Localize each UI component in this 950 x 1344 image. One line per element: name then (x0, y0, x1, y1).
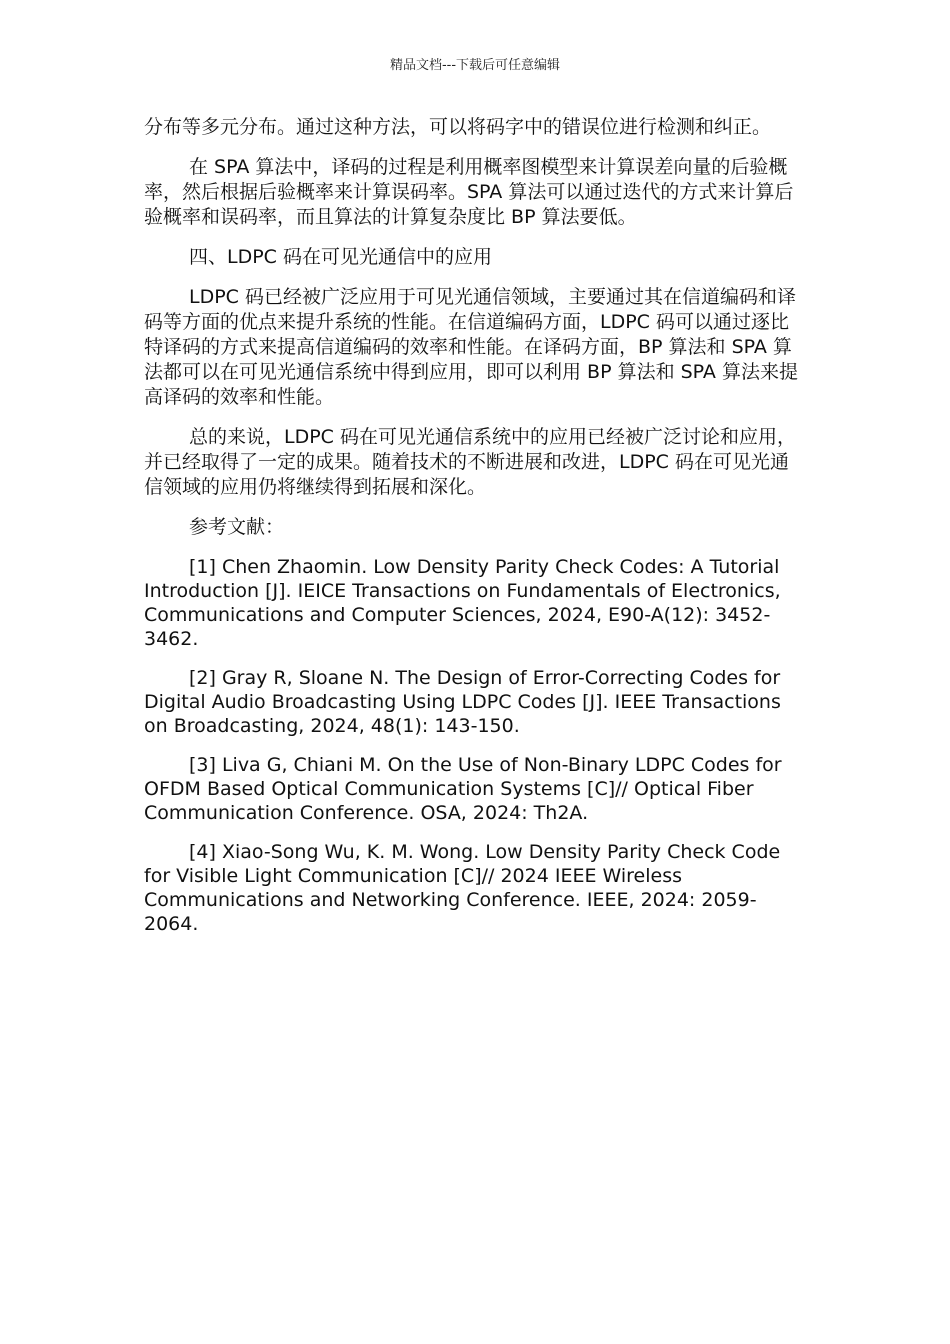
references-heading: 参考文献： (189, 516, 285, 538)
paragraph-ldpc-application: LDPC 码已经被广泛应用于可见光通信领域，主要通过其在信道编码和译码等方面的优点来提升系统的性能。在信道编码方面，LDPC 码可以通过逐比特译码的方式来提高信道编码的效率和性能。在译码方面，BP 算法和 SPA 算法都可以在可见光通信系统中得到应用，即可以利用 BP 算法和 SPA 算法来提高译码的效率和性能。 (144, 286, 798, 408)
paragraph-summary: 总的来说，LDPC 码在可见光通信系统中的应用已经被广泛讨论和应用，并已经取得了一定的成果。随着技术的不断进展和改进，LDPC 码在可见光通信领域的应用仍将继续得到拓展和深化。 (144, 426, 796, 498)
page-header: 精品文档---下载后可任意编辑 (389, 58, 561, 73)
reference-item: [2] Gray R, Sloane N. The Design of Error-Correcting Codes for Digital Audio Broadcasting Using LDPC Codes [J]. IEEE Transactions on Broadcasting, 2024, 48(1): 143-150. (144, 667, 781, 737)
reference-item: [4] Xiao-Song Wu, K. M. Wong. Low Density Parity Check Code for Visible Light Communication [C]// 2024 IEEE Wireless Communications and Networking Conference. IEEE, 2024: 2059-2064. (144, 841, 781, 935)
reference-item: [1] Chen Zhaomin. Low Density Parity Check Codes: A Tutorial Introduction [J]. IEICE Transactions on Fundamentals of Electronics, Communications and Computer Sciences, 2024, E90-A(12): 3452-3462. (144, 556, 781, 650)
reference-item: [3] Liva G, Chiani M. On the Use of Non-Binary LDPC Codes for OFDM Based Optical Communication Systems [C]// Optical Fiber Communication Conference. OSA, 2024: Th2A. (144, 754, 782, 824)
reference-list (144, 555, 806, 936)
section-heading: 四、LDPC 码在可见光通信中的应用 (189, 246, 492, 268)
paragraph-spa-algorithm: 在 SPA 算法中，译码的过程是利用概率图模型来计算误差向量的后验概率，然后根据后验概率来计算误码率。SPA 算法可以通过迭代的方式来计算后验概率和误码率，而且算法的计算复杂度比 BP 算法要低。 (144, 156, 794, 228)
document-body (144, 115, 806, 951)
paragraph-continuation: 分布等多元分布。通过这种方法，可以将码字中的错误位进行检测和纠正。 (144, 116, 772, 138)
